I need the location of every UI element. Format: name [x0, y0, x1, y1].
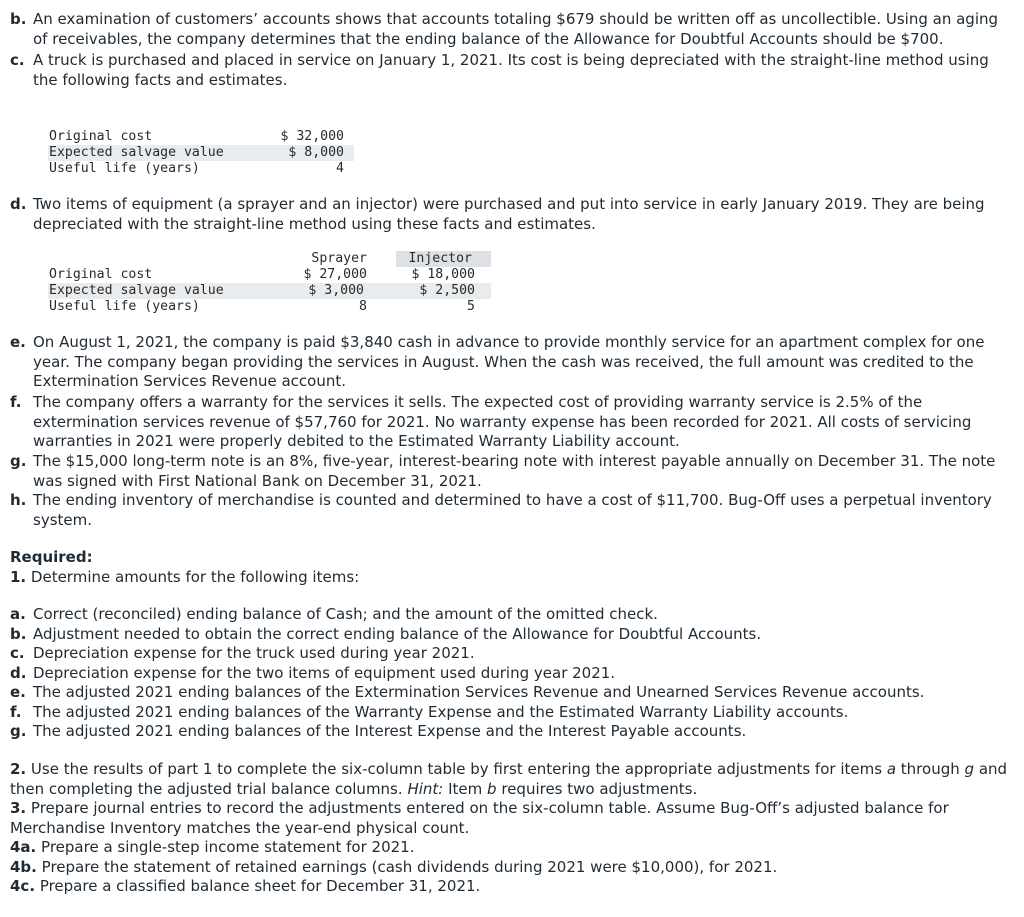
item-label: d. [10, 664, 27, 682]
item-b [10, 10, 1010, 49]
part-text-italic: a [886, 760, 897, 778]
subitem-g [10, 722, 1010, 742]
part-text: Use the results of part 1 to complete the six-column table by first entering the appropriate adjustments for items [30, 760, 883, 778]
item-g [10, 452, 1010, 491]
item-text: Correct (reconciled) ending balance of Cash; and the amount of the omitted check. [33, 605, 658, 623]
subitem-f [10, 703, 1010, 723]
subitem-b [10, 625, 1010, 645]
table-row-label: Useful life (years) [49, 299, 200, 314]
item-text: A truck is purchased and placed in service on January 1, 2021. Its cost is being depreciated with the straight-line method using the following facts and estimates. [33, 51, 989, 89]
item-text: The adjusted 2021 ending balances of the Warranty Expense and the Estimated Warranty Liability accounts. [33, 703, 849, 721]
table-cell: $ 2,500 [419, 283, 475, 298]
part-number: 4b. [10, 858, 37, 876]
table-cell: 5 [467, 299, 475, 314]
item-c [10, 51, 1010, 90]
item-f [10, 393, 1010, 452]
part-text: Prepare a single-step income statement for 2021. [41, 838, 415, 856]
table-cell: $ 32,000 [280, 129, 344, 144]
part-text-italic: b [487, 779, 497, 798]
part-text: through [900, 760, 960, 778]
item-label: b. [10, 625, 27, 643]
part-text: Prepare the statement of retained earnings (cash dividends during 2021 were $10,000), for 2021. [41, 858, 778, 876]
item-label: d. [10, 195, 27, 213]
item-d [10, 195, 1010, 234]
item-text: The adjusted 2021 ending balances of the Extermination Services Revenue and Unearned Services Revenue accounts. [33, 683, 925, 701]
table-row-label: Expected salvage value [49, 283, 224, 298]
item-text: The ending inventory of merchandise is counted and determined to have a cost of $11,700. Bug-Off uses a perpetual inventory system. [33, 491, 992, 529]
part-4c [10, 877, 1015, 897]
part-text: requires two adjustments. [501, 779, 698, 798]
part-2 [10, 760, 1015, 799]
item-text: On August 1, 2021, the company is paid $3,840 cash in advance to provide monthly service for an apartment complex for one year. The company began providing the services in August. When the cash was received, the full amount was credited to the Extermination Services Revenue account. [33, 333, 985, 390]
item-label: e. [10, 333, 26, 351]
subitem-d [10, 664, 1010, 684]
part-4a [10, 838, 1015, 858]
item-text: Two items of equipment (a sprayer and an injector) were purchased and put into service in early January 2019. They are being depreciated with the straight-line method using these facts and estimates. [33, 195, 985, 233]
table-row-label: Useful life (years) [49, 161, 200, 176]
part-text: Item [448, 779, 483, 798]
item-label: e. [10, 683, 26, 701]
item-label: c. [10, 644, 25, 662]
part-number: 4a. [10, 838, 37, 856]
item-text: Depreciation expense for the two items of equipment used during year 2021. [33, 664, 616, 682]
item-text: The company offers a warranty for the services it sells. The expected cost of providing warranty service is 2.5% of the extermination services revenue of $57,760 for 2021. No warranty expense has been recorded for 2021. All costs of servicing warranties in 2021 were properly debited to the Estimated Warranty Liability account. [33, 393, 972, 450]
item-label: g. [10, 452, 27, 470]
part-3 [10, 799, 1015, 838]
item-label: a. [10, 605, 26, 623]
part-text: Prepare a classified balance sheet for December 31, 2021. [39, 877, 481, 895]
part-number: 1. [10, 568, 27, 586]
column-header-sprayer: Sprayer [311, 251, 367, 266]
item-text: The $15,000 long-term note is an 8%, five-year, interest-bearing note with interest payable annually on December 31. The note was signed with First National Bank on December 31, 2021. [33, 452, 996, 490]
hint-label: Hint: [407, 779, 444, 798]
item-label: c. [10, 51, 25, 69]
part-number: 2. [10, 760, 27, 778]
part-number: 3. [10, 799, 27, 817]
item-text: Depreciation expense for the truck used during year 2021. [33, 644, 475, 662]
table-cell: $ 3,000 [308, 283, 364, 298]
table-row-label: Expected salvage value [49, 145, 224, 160]
subitem-a [10, 605, 1010, 625]
table-cell: $ 8,000 [288, 145, 344, 160]
table-row-label: Original cost [49, 129, 153, 144]
part-number: 4c. [10, 877, 36, 895]
subitem-e [10, 683, 1010, 703]
part-text: Prepare journal entries to record the adjustments entered on the six-column table. Assume Bug-Off’s adjusted balance for Merchandise Inventory matches the year-end physical count. [10, 799, 949, 837]
table-cell: $ 18,000 [411, 267, 475, 282]
item-label: f. [10, 393, 22, 411]
part-4b [10, 858, 1015, 878]
item-label: g. [10, 722, 27, 740]
table-cell: 8 [359, 299, 367, 314]
item-text: The adjusted 2021 ending balances of the Interest Expense and the Interest Payable accounts. [33, 722, 747, 740]
subitem-c [10, 644, 1010, 664]
item-e [10, 333, 1010, 392]
part-text: Determine amounts for the following items: [30, 568, 360, 586]
table-row-label: Original cost [49, 267, 153, 282]
item-text: Adjustment needed to obtain the correct ending balance of the Allowance for Doubtful Accounts. [33, 625, 762, 643]
table-cell: $ 27,000 [303, 267, 367, 282]
item-label: b. [10, 10, 27, 28]
column-header-injector: Injector [408, 251, 472, 266]
part-text: and then completing the adjusted trial balance columns. [10, 760, 1008, 798]
required-heading: Required: [10, 548, 93, 566]
table-cell: 4 [336, 161, 344, 176]
item-label: h. [10, 491, 27, 509]
part-1 [10, 568, 359, 588]
item-text: An examination of customers’ accounts shows that accounts totaling $679 should be written off as uncollectible. Using an aging of receivables, the company determines that the ending balance of the Allowance for Doubtful Accounts should be $700. [33, 10, 999, 48]
item-label: f. [10, 703, 22, 721]
part-text-italic: g [964, 760, 975, 778]
item-h [10, 491, 1010, 530]
